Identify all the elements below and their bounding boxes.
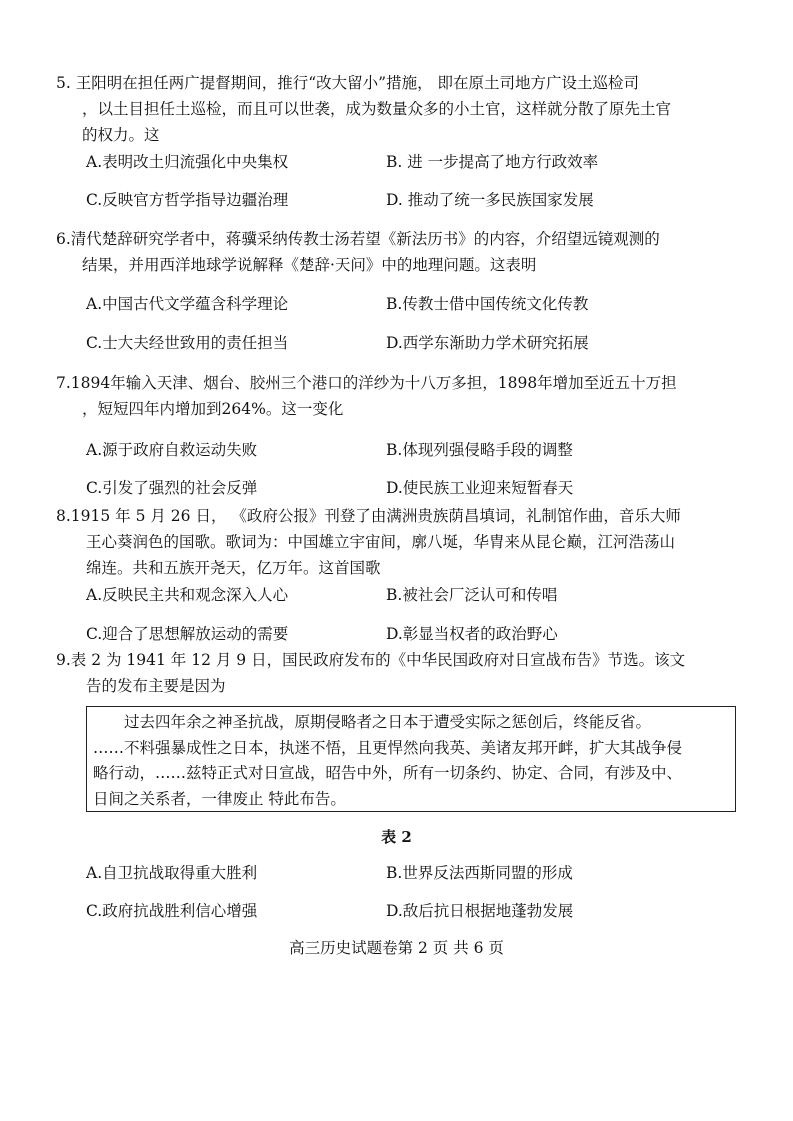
question-6-option-d[interactable]: D.西学东渐助力学术研究拓展 <box>386 334 589 352</box>
quote-line-1: 过去四年余之神圣抗战，原期侵略者之日本于遭受实际之惩创后，终能反省。 <box>93 713 652 731</box>
question-6-stem-line-1: 6.清代楚辞研究学者中，蒋骥采纳传教士汤若望《新法历书》的内容，介绍望远镜观测的 <box>56 230 660 248</box>
table-caption: 表 2 <box>381 828 412 846</box>
question-7-stem-line-2: ，短短四年内增加到264%。这一变化 <box>82 400 344 418</box>
quote-line-4: 日间之关系者，一律废止 特此布告。 <box>93 789 346 808</box>
question-9-stem-line-1: 9.表 2 为 1941 年 12 月 9 日，国民政府发布的《中华民国政府对日宣战布告》节选。该文 <box>56 651 686 669</box>
question-7 <box>56 370 746 422</box>
question-7-stem-line-1: 7.1894年输入天津、烟台、胶州三个港口的洋纱为十八万多担，1898年增加至近五十万担 <box>56 374 677 392</box>
question-5-stem-line-3: 的权力。这 <box>82 126 160 144</box>
question-5-option-a[interactable]: A.表明改土归流强化中央集权 <box>86 153 289 171</box>
question-5-option-c[interactable]: C.反映官方哲学指导边疆治理 <box>86 191 289 209</box>
question-8-option-d[interactable]: D.彰显当权者的政治野心 <box>386 625 558 643</box>
question-7-option-b[interactable]: B.体现列强侵略手段的调整 <box>386 441 573 459</box>
quote-line-2: ……不料强暴成性之日本，执迷不悟，且更悍然向我英、美诸友邦开衅，扩大其战争侵 <box>93 738 683 757</box>
question-6-option-c[interactable]: C.士大夫经世致用的责任担当 <box>86 334 289 352</box>
question-6 <box>56 226 746 278</box>
question-8 <box>56 503 746 581</box>
page-footer: 高三历史试题卷第 2 页 共 6 页 <box>289 939 504 957</box>
question-5-stem-line-1: 5. 王阳明在担任两广提督期间，推行“改大留小”措施， 即在原土司地方广设土巡检司 <box>56 74 639 92</box>
question-5-option-d[interactable]: D. 推动了统一多民族国家发展 <box>386 191 594 209</box>
question-8-stem-line-1: 8.1915 年 5 月 26 日， 《政府公报》刊登了由满洲贵族荫昌填词，礼制馆作曲，音乐大师 <box>56 507 681 525</box>
question-8-option-c[interactable]: C.迎合了思想解放运动的需要 <box>86 625 289 643</box>
question-8-stem-line-3: 绵连。共和五族开尧天，亿万年。这首国歌 <box>86 559 381 577</box>
question-7-option-d[interactable]: D.使民族工业迎来短暂春天 <box>386 479 574 497</box>
question-6-option-b[interactable]: B.传教士借中国传统文化传教 <box>386 295 589 313</box>
quote-table-2 <box>86 706 736 812</box>
question-6-option-a[interactable]: A.中国古代文学蕴含科学理论 <box>86 295 289 313</box>
question-9-stem-line-2: 告的发布主要是因为 <box>86 677 226 695</box>
question-5-option-b[interactable]: B. 进 一步提高了地方行政效率 <box>386 153 599 171</box>
question-8-option-a[interactable]: A.反映民主共和观念深入人心 <box>86 586 289 604</box>
question-9-option-c[interactable]: C.政府抗战胜利信心增强 <box>86 902 258 920</box>
question-9-option-b[interactable]: B.世界反法西斯同盟的形成 <box>386 864 573 882</box>
question-5-stem-line-2: ，以土目担任土巡检，而且可以世袭，成为数量众多的小土官，这样就分散了原先土官 <box>82 100 672 118</box>
question-8-option-b[interactable]: B.被社会厂泛认可和传唱 <box>386 586 558 604</box>
question-8-stem-line-2: 王心葵润色的国歌。歌词为：中国雄立宇宙间，廓八埏，华胄来从昆仑巅，江河浩荡山 <box>86 533 676 551</box>
question-9-option-d[interactable]: D.敌后抗日根据地蓬勃发展 <box>386 902 574 920</box>
question-6-stem-line-2: 结果，并用西洋地球学说解释《楚辞·天问》中的地理问题。这表明 <box>82 256 537 274</box>
question-7-option-c[interactable]: C.引发了强烈的社会反弹 <box>86 479 258 497</box>
quote-line-3: 略行动，……兹特正式对日宣战，昭告中外，所有一切条约、协定、合同，有涉及中、 <box>93 764 683 782</box>
question-7-option-a[interactable]: A.源于政府自救运动失败 <box>86 441 258 459</box>
question-9 <box>56 647 746 699</box>
question-9-option-a[interactable]: A.自卫抗战取得重大胜利 <box>86 864 258 882</box>
question-5 <box>56 70 746 148</box>
